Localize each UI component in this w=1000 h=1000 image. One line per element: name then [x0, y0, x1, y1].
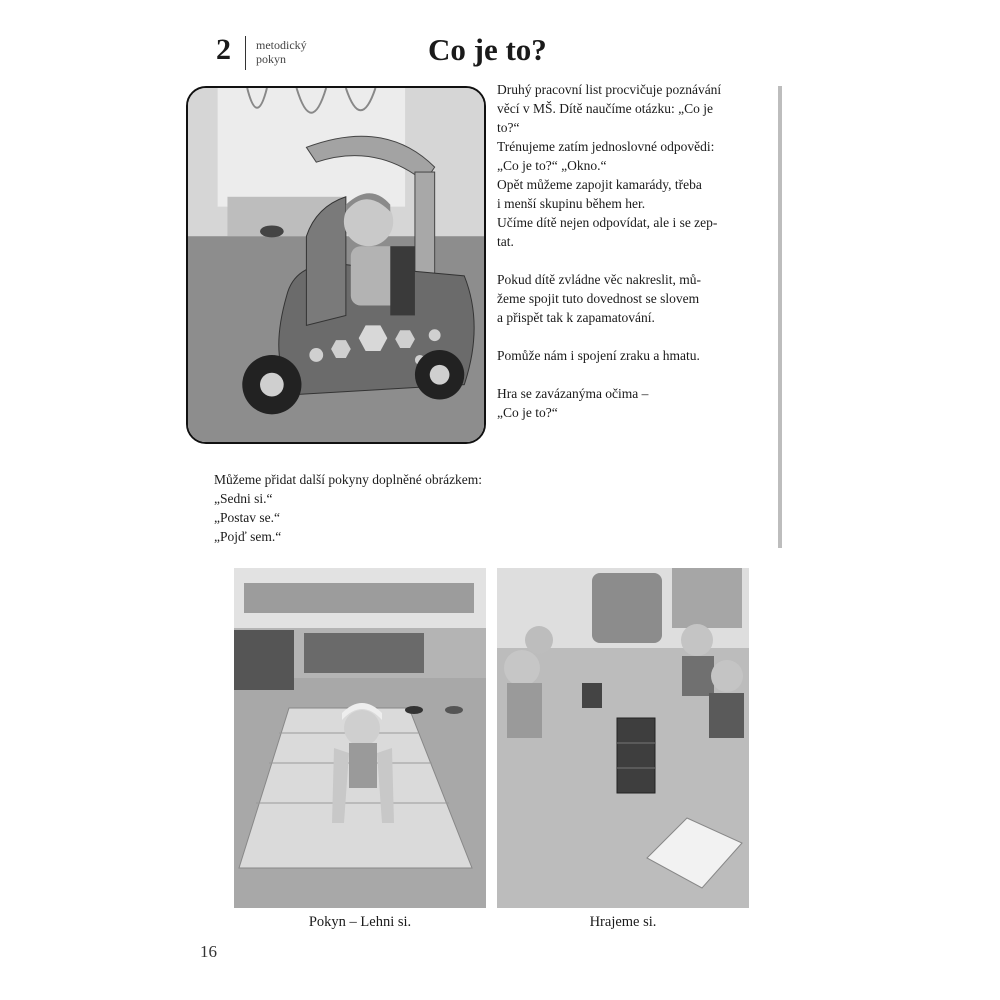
- text-line: „Co je to?“ „Okno.“: [497, 158, 607, 173]
- section-divider: [245, 36, 246, 70]
- vertical-rule: [778, 86, 782, 548]
- text-line: Pomůže nám i spojení zraku a hmatu.: [497, 348, 700, 363]
- text-line: Učíme dítě nejen odpovídat, ale i se zep-: [497, 215, 718, 230]
- text-line: věcí v MŠ. Dítě naučíme otázku: „Co je: [497, 101, 713, 116]
- additional-instructions: [214, 470, 774, 546]
- paragraph-blindfold-game: [497, 384, 767, 422]
- photo-children-playing: [497, 568, 749, 908]
- text-line: tat.: [497, 234, 514, 249]
- paragraph-intro: [497, 80, 767, 251]
- text-line: Opět můžeme zapojit kamarády, třeba: [497, 177, 702, 192]
- section-number: 2: [216, 33, 231, 66]
- text-line: „Pojď sem.“: [214, 529, 282, 544]
- text-line: „Postav se.“: [214, 510, 280, 525]
- text-line: to?“: [497, 120, 520, 135]
- text-line: Druhý pracovní list procvičuje poznávání: [497, 82, 722, 97]
- instruction-text: [497, 80, 767, 441]
- text-line: „Co je to?“: [497, 405, 558, 420]
- paragraph-drawing: [497, 270, 767, 327]
- photo-boy-toy-car: [186, 86, 486, 444]
- section-label-line-2: pokyn: [256, 52, 286, 66]
- photo-girl-lying-on-mat: [234, 568, 486, 908]
- text-line: Pokud dítě zvládne věc nakreslit, mů-: [497, 272, 701, 287]
- caption-left: Pokyn – Lehni si.: [308, 914, 412, 930]
- paragraph-touch: [497, 346, 767, 365]
- text-line: a přispět tak k zapamatování.: [497, 310, 655, 325]
- page-title: Co je to?: [428, 32, 547, 67]
- caption-right: Hrajeme si.: [589, 914, 657, 930]
- section-label: [256, 38, 307, 66]
- text-line: žeme spojit tuto dovednost se slovem: [497, 291, 700, 306]
- text-line: Můžeme přidat další pokyny doplněné obrázkem:: [214, 472, 483, 487]
- text-line: Hra se zavázanýma očima –: [497, 386, 649, 401]
- page-number: 16: [200, 942, 217, 961]
- text-line: i menší skupinu během her.: [497, 196, 646, 211]
- text-line: Trénujeme zatím jednoslovné odpovědi:: [497, 139, 715, 154]
- section-label-line-1: metodický: [256, 38, 307, 52]
- text-line: „Sedni si.“: [214, 491, 273, 506]
